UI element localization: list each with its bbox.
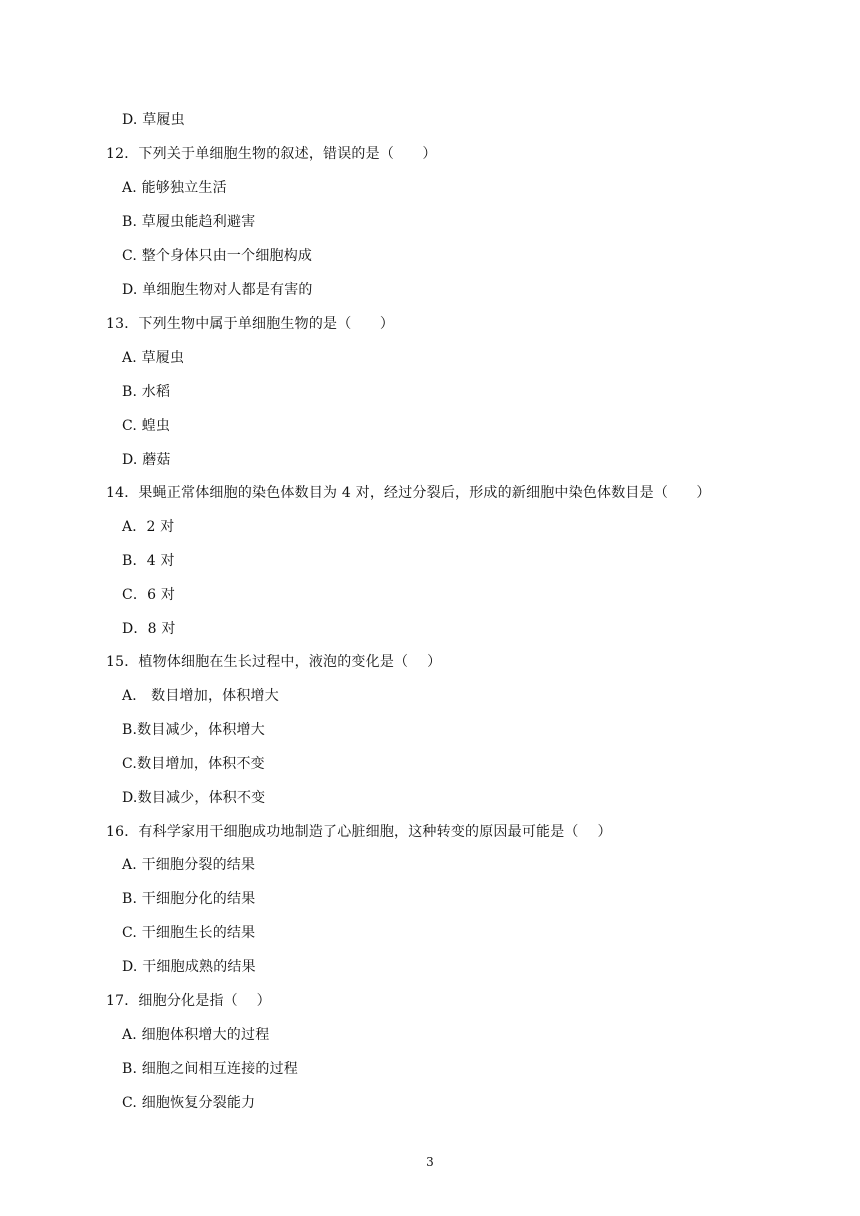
q17-option-b: B. 细胞之间相互连接的过程 xyxy=(122,1061,298,1077)
question-13: 13．下列生物中属于单细胞生物的是（ ） xyxy=(106,316,395,332)
q16-option-c: C. 干细胞生长的结果 xyxy=(122,925,256,941)
q12-option-b: B. 草履虫能趋利避害 xyxy=(122,214,256,230)
question-16: 16．有科学家用干细胞成功地制造了心脏细胞，这种转变的原因最可能是（ ） xyxy=(106,824,612,840)
q15-option-b: B.数目减少，体积增大 xyxy=(122,722,265,738)
q12-option-c: C. 整个身体只由一个细胞构成 xyxy=(122,248,313,264)
q13-option-d: D. 蘑菇 xyxy=(122,452,171,468)
question-12: 12．下列关于单细胞生物的叙述，错误的是（ ） xyxy=(106,146,437,162)
q13-option-b: B. 水稻 xyxy=(122,384,171,400)
q14-option-a: A．2 对 xyxy=(122,519,175,535)
q13-option-c: C. 蝗虫 xyxy=(122,418,171,434)
q17-option-c: C. 细胞恢复分裂能力 xyxy=(122,1095,256,1111)
q12-option-d: D. 单细胞生物对人都是有害的 xyxy=(122,282,313,298)
q16-option-a: A. 干细胞分裂的结果 xyxy=(122,857,256,873)
q15-option-d: D.数目减少，体积不变 xyxy=(122,790,266,806)
question-14: 14．果蝇正常体细胞的染色体数目为 4 对，经过分裂后，形成的新细胞中染色体数目是（ ） xyxy=(106,485,711,501)
question-15: 15．植物体细胞在生长过程中，液泡的变化是（ ） xyxy=(106,654,442,670)
q12-option-a: A. 能够独立生活 xyxy=(122,180,227,196)
question-17: 17．细胞分化是指（ ） xyxy=(106,993,271,1009)
q14-option-b: B．4 对 xyxy=(122,553,175,569)
q13-option-a: A. 草履虫 xyxy=(122,350,185,366)
q15-option-a: A． 数目增加，体积增大 xyxy=(122,688,279,704)
q15-option-c: C.数目增加，体积不变 xyxy=(122,756,265,772)
q16-option-b: B. 干细胞分化的结果 xyxy=(122,891,256,907)
page-number: 3 xyxy=(426,1155,434,1169)
q14-option-c: C．6 对 xyxy=(122,587,176,603)
q16-option-d: D. 干细胞成熟的结果 xyxy=(122,959,256,975)
q14-option-d: D．8 对 xyxy=(122,621,176,637)
q11-option-d: D. 草履虫 xyxy=(122,112,185,128)
q17-option-a: A. 细胞体积增大的过程 xyxy=(122,1027,270,1043)
